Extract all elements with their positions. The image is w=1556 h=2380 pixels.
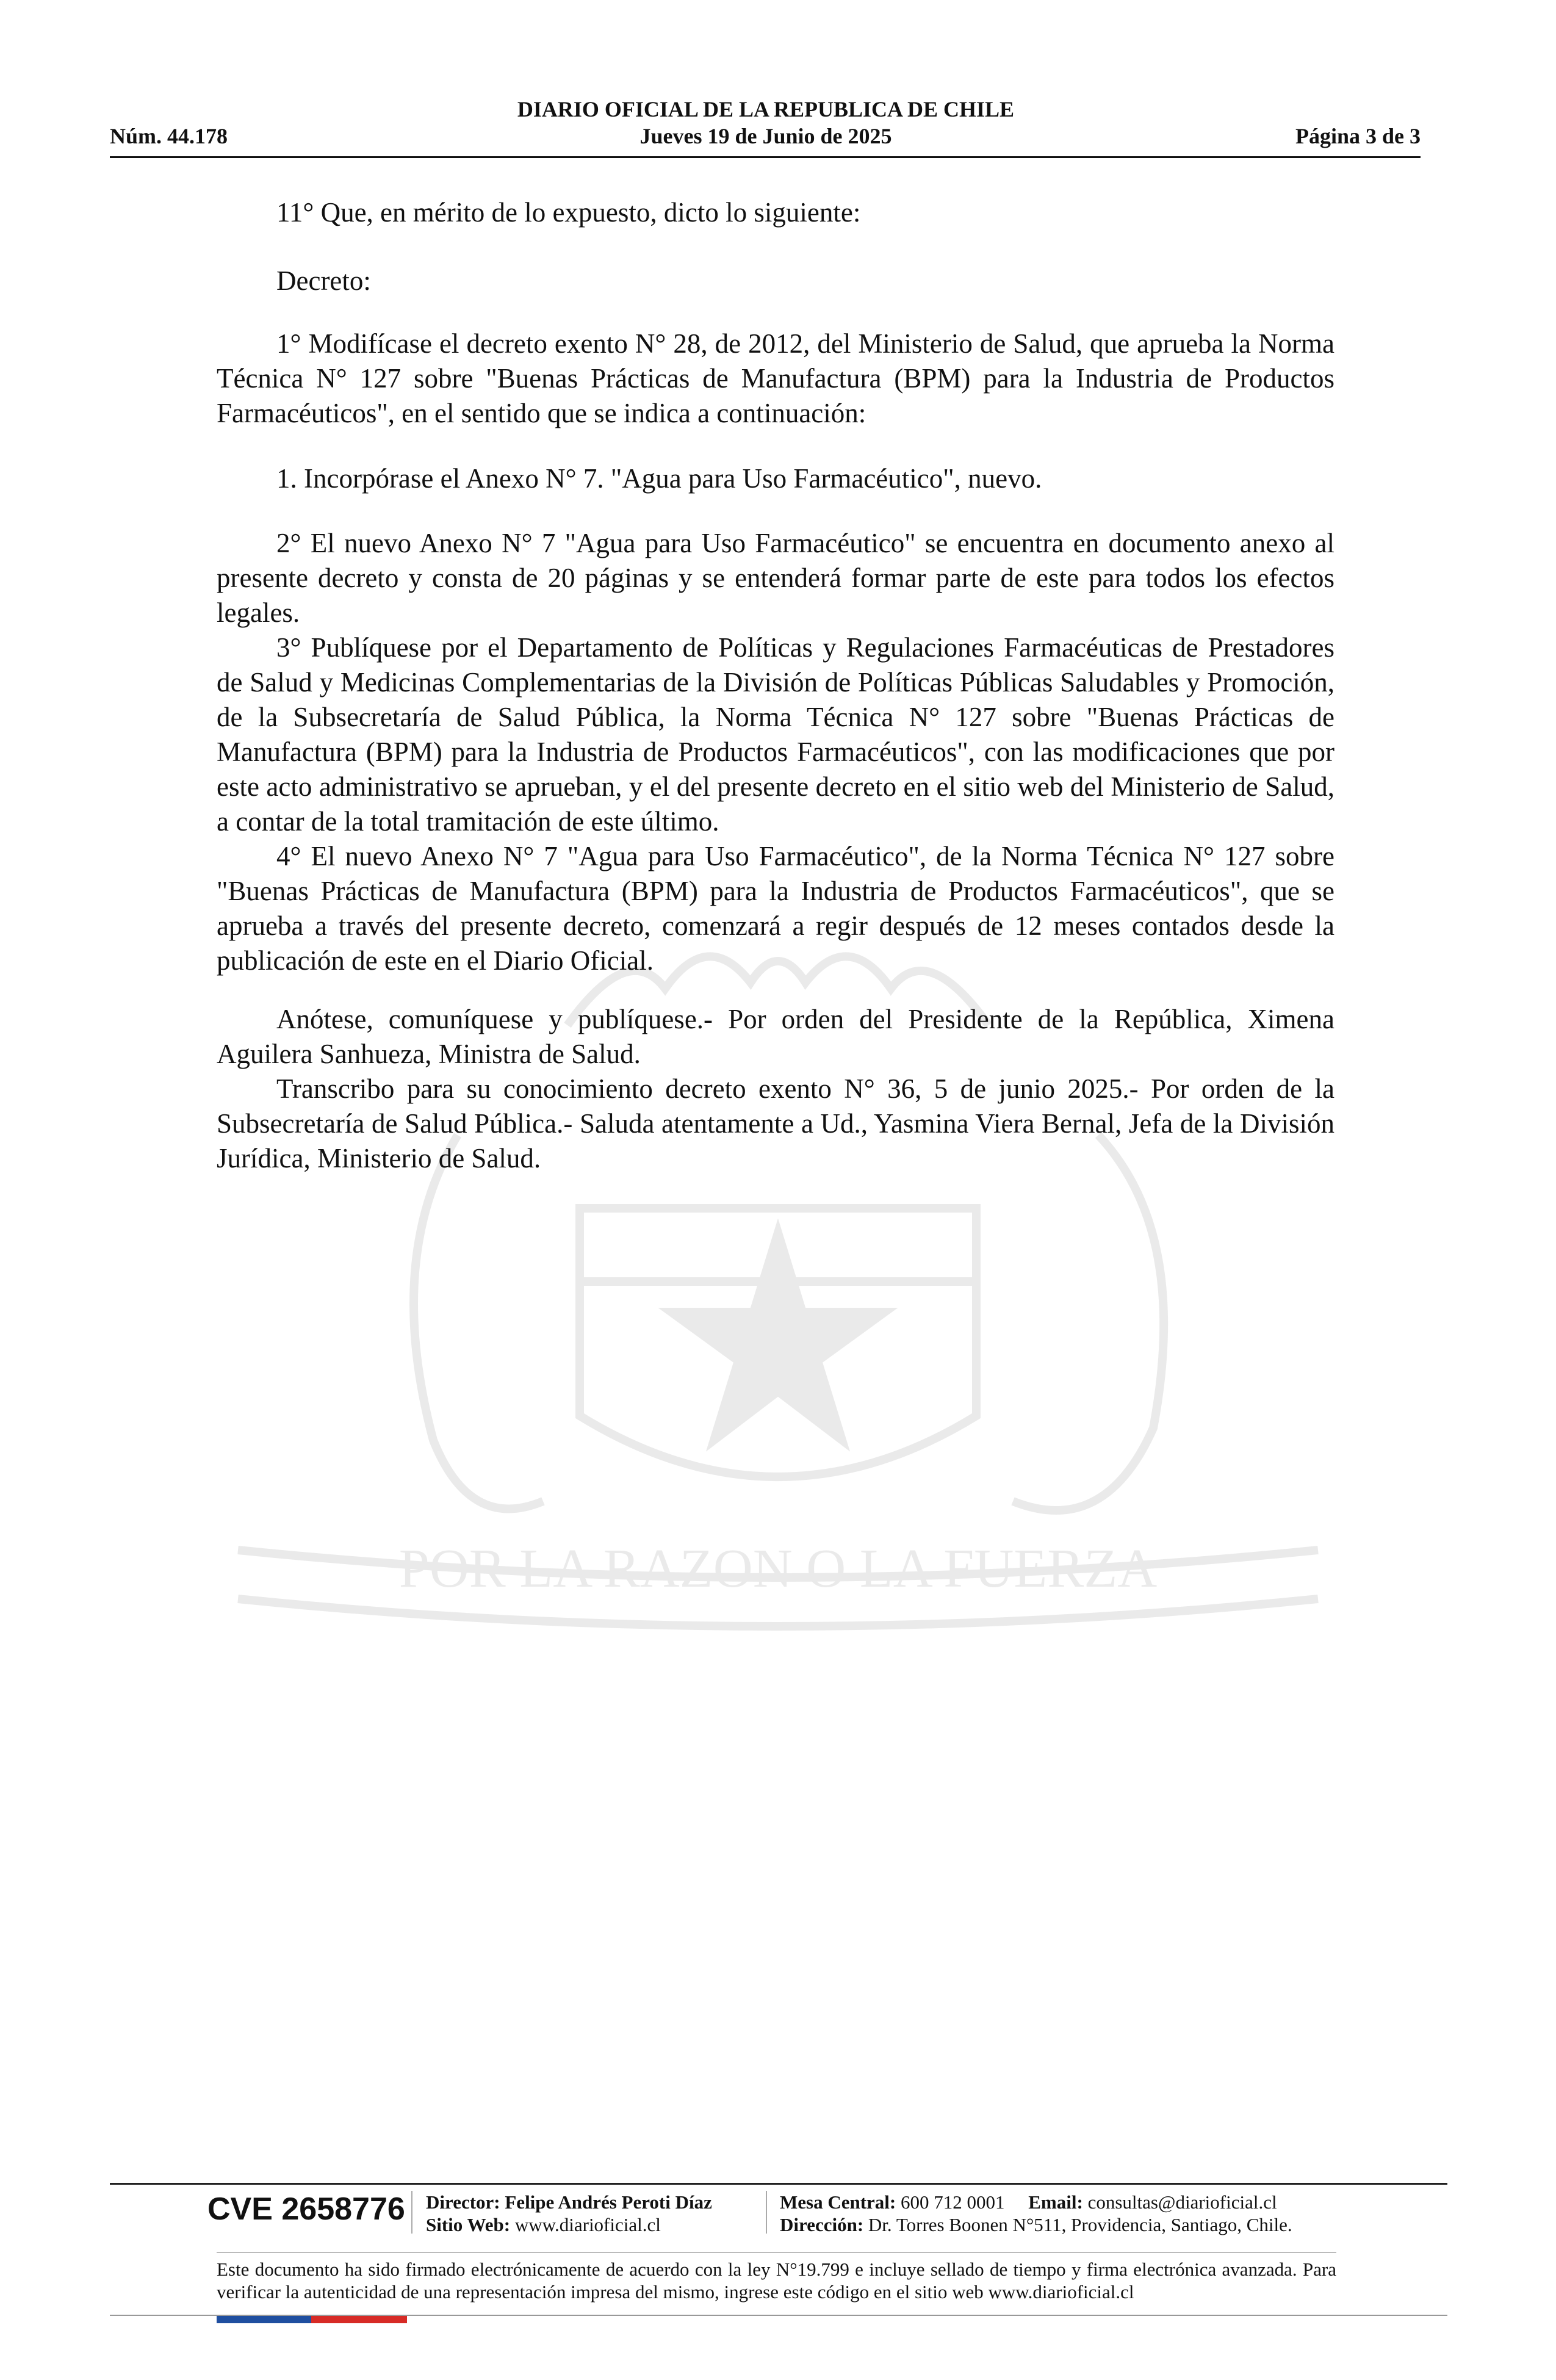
transcription-note: Transcribo para su conocimiento decreto exento N° 36, 5 de junio 2025.- Por orden de la Subsecretaría de Salud Pública.- Saluda atentamente a Ud., Yasmina Viera Bernal, Jefa de la División Jurídica, Ministerio de Salud.	[217, 1073, 1334, 1174]
decreto-heading-block	[217, 264, 1334, 298]
closing-block	[217, 1002, 1334, 1176]
issue-date: Jueves 19 de Junio de 2025	[639, 124, 892, 148]
closing-signature: Anótese, comuníquese y publíquese.- Por orden del Presidente de la República, Ximena Aguilera Sanhueza, Ministra de Salud.	[217, 1004, 1334, 1069]
email-label: Email:	[1028, 2191, 1083, 2213]
flag-stripe-red	[311, 2316, 407, 2323]
address-label: Dirección:	[780, 2214, 864, 2235]
watermark-motto: POR LA RAZON O LA FUERZA	[398, 1538, 1158, 1599]
item-1: 1. Incorpórase el Anexo N° 7. "Agua para Uso Farmacéutico", nuevo.	[276, 463, 1042, 494]
article-1-block	[217, 326, 1334, 431]
mesa-label: Mesa Central:	[780, 2191, 896, 2213]
articles-2-4-block	[217, 526, 1334, 978]
flag-stripe-blue	[217, 2316, 311, 2323]
address-line	[780, 2213, 1292, 2236]
document-body	[217, 195, 1334, 230]
director-label: Director:	[426, 2191, 500, 2213]
website-label: Sitio Web:	[426, 2214, 511, 2235]
website-link[interactable]: www.diarioficial.cl	[514, 2214, 661, 2235]
footer-separator	[411, 2191, 412, 2234]
contact-line	[780, 2191, 1277, 2213]
article-4: 4° El nuevo Anexo N° 7 "Agua para Uso Farmacéutico", de la Norma Técnica N° 127 sobre "Buenas Prácticas de Manufactura (BPM) para la Industria de Productos Farmacéuticos", que se aprueba a través del presente decreto, comenzará a regir después de 12 meses contados desde la publicación de este en el Diario Oficial.	[217, 841, 1334, 976]
mesa-phone: 600 712 0001	[901, 2191, 1005, 2213]
footer-separator	[766, 2191, 767, 2234]
director-name: Felipe Andrés Peroti Díaz	[505, 2191, 712, 2213]
cve-code: CVE 2658776	[207, 2191, 405, 2227]
article-3: 3° Publíquese por el Departamento de Políticas y Regulaciones Farmacéuticas de Prestadores de Salud y Medicinas Complementarias de la División de Políticas Públicas Saludables y Promoción, de la Subsecretaría de Salud Pública, la Norma Técnica N° 127 sobre "Buenas Prácticas de Manufactura (BPM) para la Industria de Productos Farmacéuticos", con las modificaciones que por este acto administrativo se aprueban, y el del presente decreto en el sitio web del Ministerio de Salud, a contar de la total tramitación de este último.	[217, 632, 1334, 837]
article-1: 1° Modifícase el decreto exento N° 28, de 2012, del Ministerio de Salud, que aprueba la Norma Técnica N° 127 sobre "Buenas Prácticas de Manufactura (BPM) para la Industria de Productos Farmacéuticos", en el sentido que se indica a continuación:	[217, 328, 1334, 428]
newspaper-title: DIARIO OFICIAL DE LA REPUBLICA DE CHILE	[517, 97, 1015, 121]
website-line	[426, 2213, 661, 2236]
footer-mid-divider	[217, 2252, 1336, 2253]
paragraph-considerando: 11° Que, en mérito de lo expuesto, dicto lo siguiente:	[276, 197, 861, 228]
issue-number: Núm. 44.178	[110, 124, 228, 148]
header-divider	[110, 156, 1421, 158]
footer-top-divider	[110, 2183, 1447, 2185]
email-link[interactable]: consultas@diarioficial.cl	[1087, 2191, 1277, 2213]
electronic-signature-notice: Este documento ha sido firmado electrónicamente de acuerdo con la ley N°19.799 e incluye sellado de tiempo y firma electrónica avanzada. Para verificar la autenticidad de una representación impresa del mismo, ingrese este código en el sitio web www.diarioficial.cl	[217, 2259, 1336, 2302]
director-line	[426, 2191, 712, 2213]
article-2: 2° El nuevo Anexo N° 7 "Agua para Uso Farmacéutico" se encuentra en documento anexo al presente decreto y consta de 20 páginas y se entenderá formar parte de este para todos los efectos legales.	[217, 528, 1334, 628]
decreto-heading: Decreto:	[276, 265, 371, 296]
item-1-block	[217, 461, 1334, 496]
address-value: Dr. Torres Boonen N°511, Providencia, Santiago, Chile.	[868, 2214, 1292, 2235]
page-indicator: Página 3 de 3	[1295, 124, 1421, 148]
